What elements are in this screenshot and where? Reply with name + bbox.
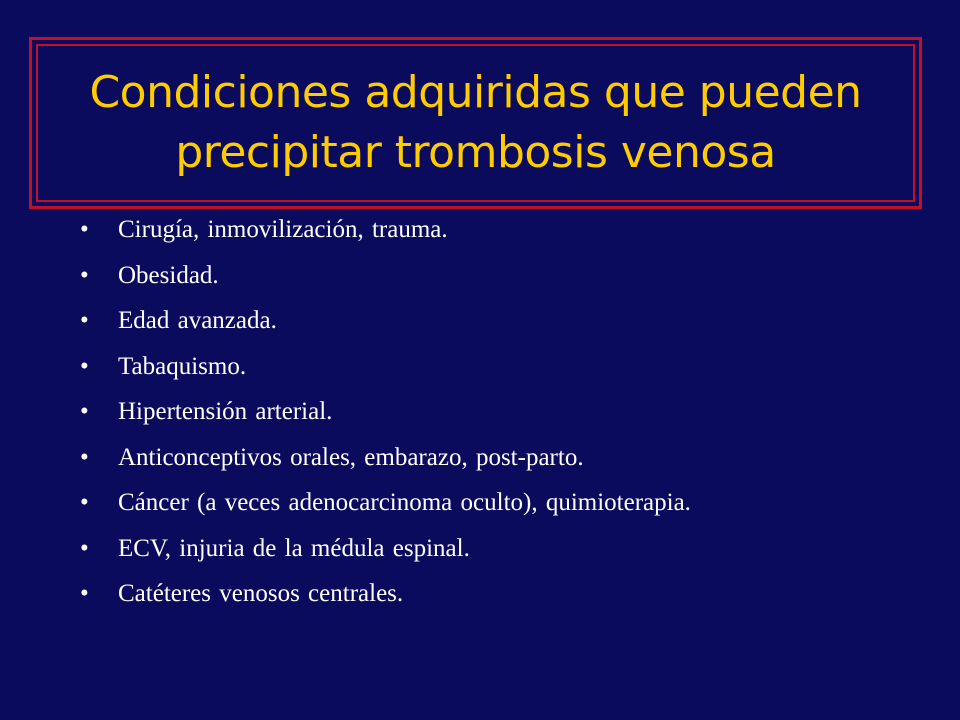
bullet-icon: • <box>80 307 89 334</box>
bullet-icon: • <box>80 489 89 516</box>
bullet-icon: • <box>80 580 89 607</box>
bullet-text: Cáncer (a veces adenocarcinoma oculto), quimioterapia. <box>118 489 691 516</box>
bullet-item <box>80 398 691 444</box>
bullet-text: Tabaquismo. <box>118 352 247 380</box>
bullet-text: Edad avanzada. <box>118 307 277 334</box>
title-frame <box>29 37 922 209</box>
bullet-list <box>80 216 691 626</box>
bullet-icon: • <box>80 216 89 243</box>
bullet-item <box>80 353 691 399</box>
slide-title-line-2: precipitar trombosis venosa <box>175 127 776 178</box>
bullet-item <box>80 535 691 581</box>
title-frame-inner <box>36 44 915 202</box>
slide-title <box>89 63 861 183</box>
bullet-text: Hipertensión arterial. <box>118 398 333 425</box>
bullet-icon: • <box>80 398 89 425</box>
bullet-icon: • <box>80 261 89 289</box>
bullet-item <box>80 444 691 490</box>
bullet-text: Obesidad. <box>118 261 219 289</box>
bullet-icon: • <box>80 352 89 380</box>
bullet-item <box>80 262 691 308</box>
bullet-text: Catéteres venosos centrales. <box>118 580 404 607</box>
bullet-icon: • <box>80 534 89 562</box>
bullet-item <box>80 489 691 535</box>
slide-title-line-1: Condiciones adquiridas que pueden <box>89 67 862 118</box>
bullet-text: ECV, injuria de la médula espinal. <box>118 534 470 562</box>
bullet-item <box>80 216 691 262</box>
bullet-text: Cirugía, inmovilización, trauma. <box>118 216 448 243</box>
bullet-icon: • <box>80 443 89 471</box>
bullet-item <box>80 580 691 626</box>
bullet-text: Anticonceptivos orales, embarazo, post-parto. <box>118 443 584 471</box>
bullet-item <box>80 307 691 353</box>
